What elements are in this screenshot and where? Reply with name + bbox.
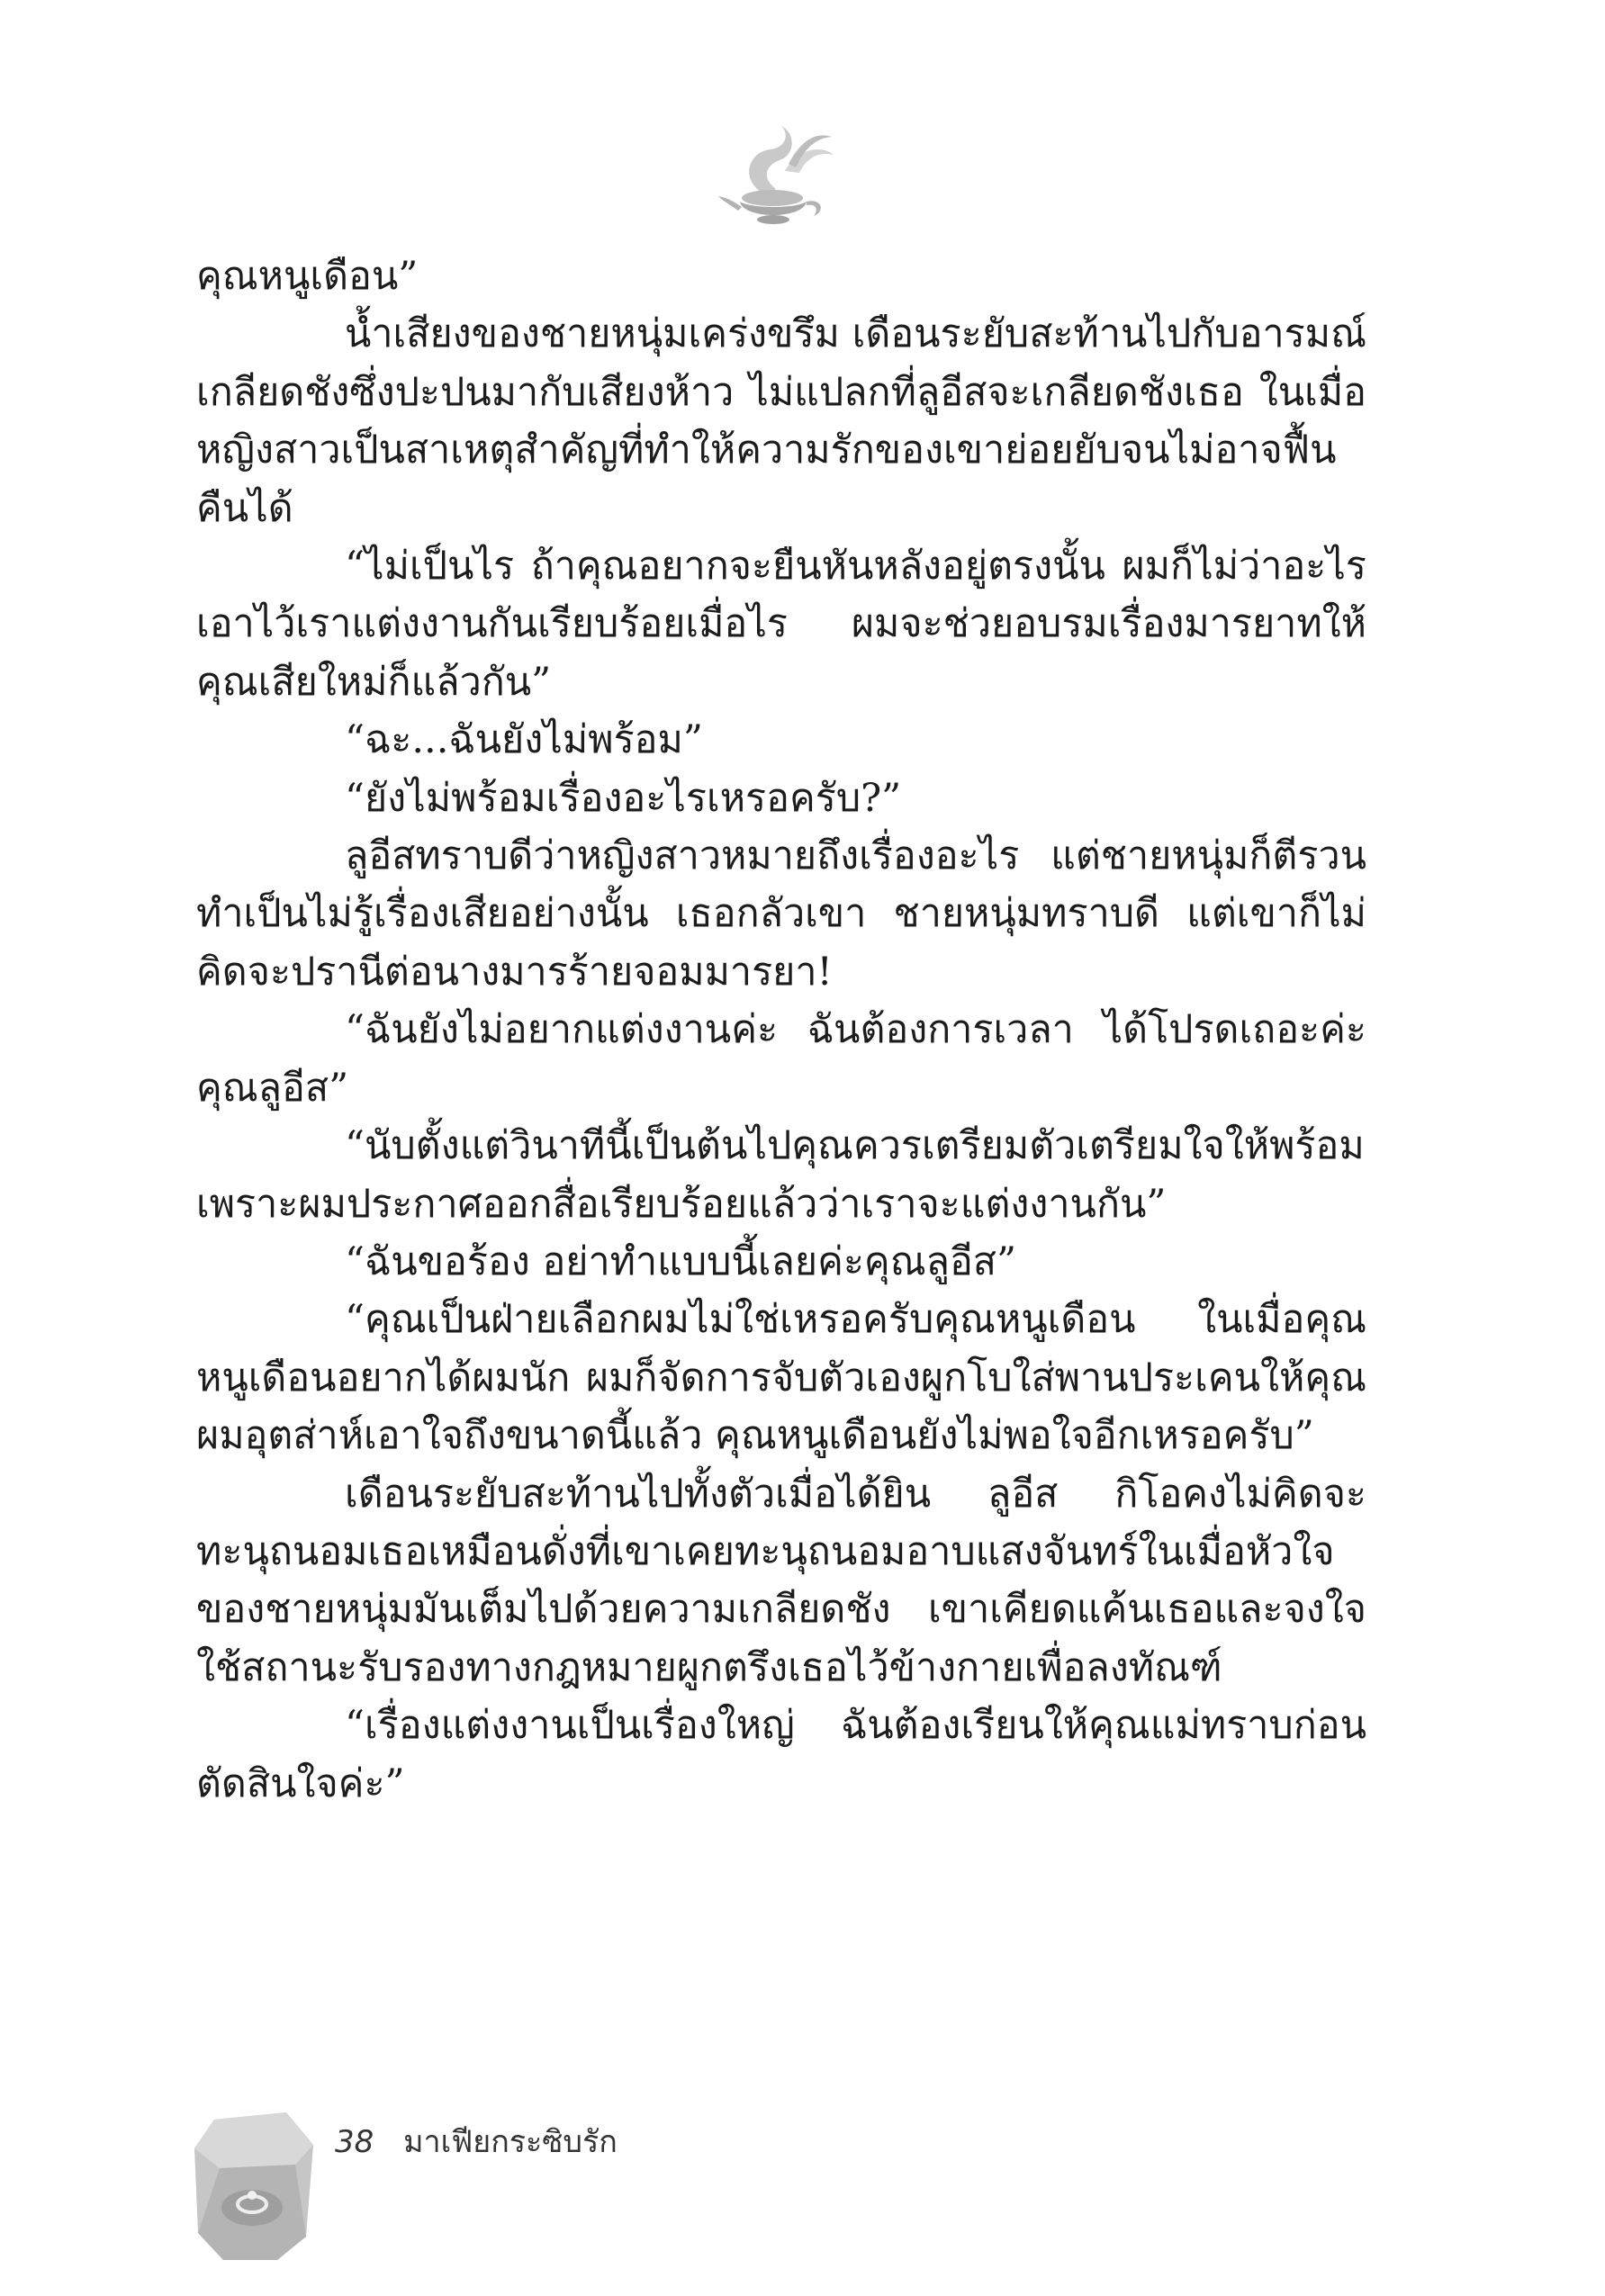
paragraph-10: “คุณเป็นฝ่ายเลือกผมไม่ใช่เหรอครับคุณหนูเดือน ในเมื่อคุณหนูเดือนอยากได้ผมนัก ผมก็จัดการจับตัวเองผูกโบใส่พานประเคนให้คุณ ผมอุตส่าห์เอาใจถึงขนาดนี้แล้ว คุณหนูเดือนยังไม่พอใจอีกเหรอครับ” [196,1297,1366,1459]
paragraph-12: “เรื่องแต่งงานเป็นเรื่องใหญ่ ฉันต้องเรียนให้คุณแม่ทราบก่อนตัดสินใจค่ะ” [196,1703,1366,1806]
paragraph-1: คุณหนูเดือน” [196,254,419,299]
paragraph-2: น้ำเสียงของชายหนุ่มเคร่งขรึม เดือนระยับสะท้านไปกับอารมณ์เกลียดชังซึ่งปะปนมากับเสียงห้าว ไม่แปลกที่ลูอีสจะเกลียดชังเธอ ในเมื่อหญิงสาวเป็นสาเหตุสำคัญที่ทำให้ความรักของเขาย่อยยับจนไม่อาจฟื้นคืนได้ [196,311,1366,531]
paragraph-11: เดือนระยับสะท้านไปทั้งตัวเมื่อได้ยิน ลูอีส กิโอคงไม่คิดจะทะนุถนอมเธอเหมือนดั่งที่เขาเคยทะนุถนอมอาบแสงจันทร์ในเมื่อหัวใจของชายหนุ่มมันเต็มไปด้วยความเกลียดชัง เขาเคียดแค้นเธอและจงใจใช้สถานะรับรองทางกฎหมายผูกตรึงเธอไว้ข้างกายเพื่อลงทัณฑ์ [196,1471,1366,1690]
paragraph-7: “ฉันยังไม่อยากแต่งงานค่ะ ฉันต้องการเวลา ได้โปรดเถอะค่ะคุณลูอีส” [196,1007,1366,1111]
page-number: 38 [335,2124,374,2160]
page-footer [335,2117,618,2165]
paragraph-3: “ไม่เป็นไร ถ้าคุณอยากจะยืนหันหลังอยู่ตรงนั้น ผมก็ไม่ว่าอะไร เอาไว้เราแต่งงานกันเรียบร้อยเมื่อไร ผมจะช่วยอบรมเรื่องมารยาทให้คุณเสียใหม่ก็แล้วกัน” [196,544,1366,705]
paragraph-9: “ฉันขอร้อง อย่าทำแบบนี้เลยค่ะคุณลูอีส” [345,1238,1016,1284]
paragraph-8: “นับตั้งแต่วินาทีนี้เป็นต้นไปคุณควรเตรียมตัวเตรียมใจให้พร้อม เพราะผมประกาศออกสื่อเรียบร้อยแล้วว่าเราจะแต่งงานกัน” [196,1123,1365,1227]
paragraph-6: ลูอีสทราบดีว่าหญิงสาวหมายถึงเรื่องอะไร แต่ชายหนุ่มก็ตีรวนทำเป็นไม่รู้เรื่องเสียอย่างนั้น เธอกลัวเขา ชายหนุ่มทราบดี แต่เขาก็ไม่คิดจะปรานีต่อนางมารร้ายจอมมารยา! [196,833,1366,995]
chapter-body-text [196,248,1366,1813]
book-title: มาเฟียกระซิบรัก [403,2124,618,2160]
ring-box-ornament-icon [187,2102,322,2264]
paragraph-5: “ยังไม่พร้อมเรื่องอะไรเหรอครับ?” [345,775,902,821]
magic-lamp-ornament-icon [702,108,846,234]
paragraph-4: “ฉะ...ฉันยังไม่พร้อม” [345,717,703,763]
